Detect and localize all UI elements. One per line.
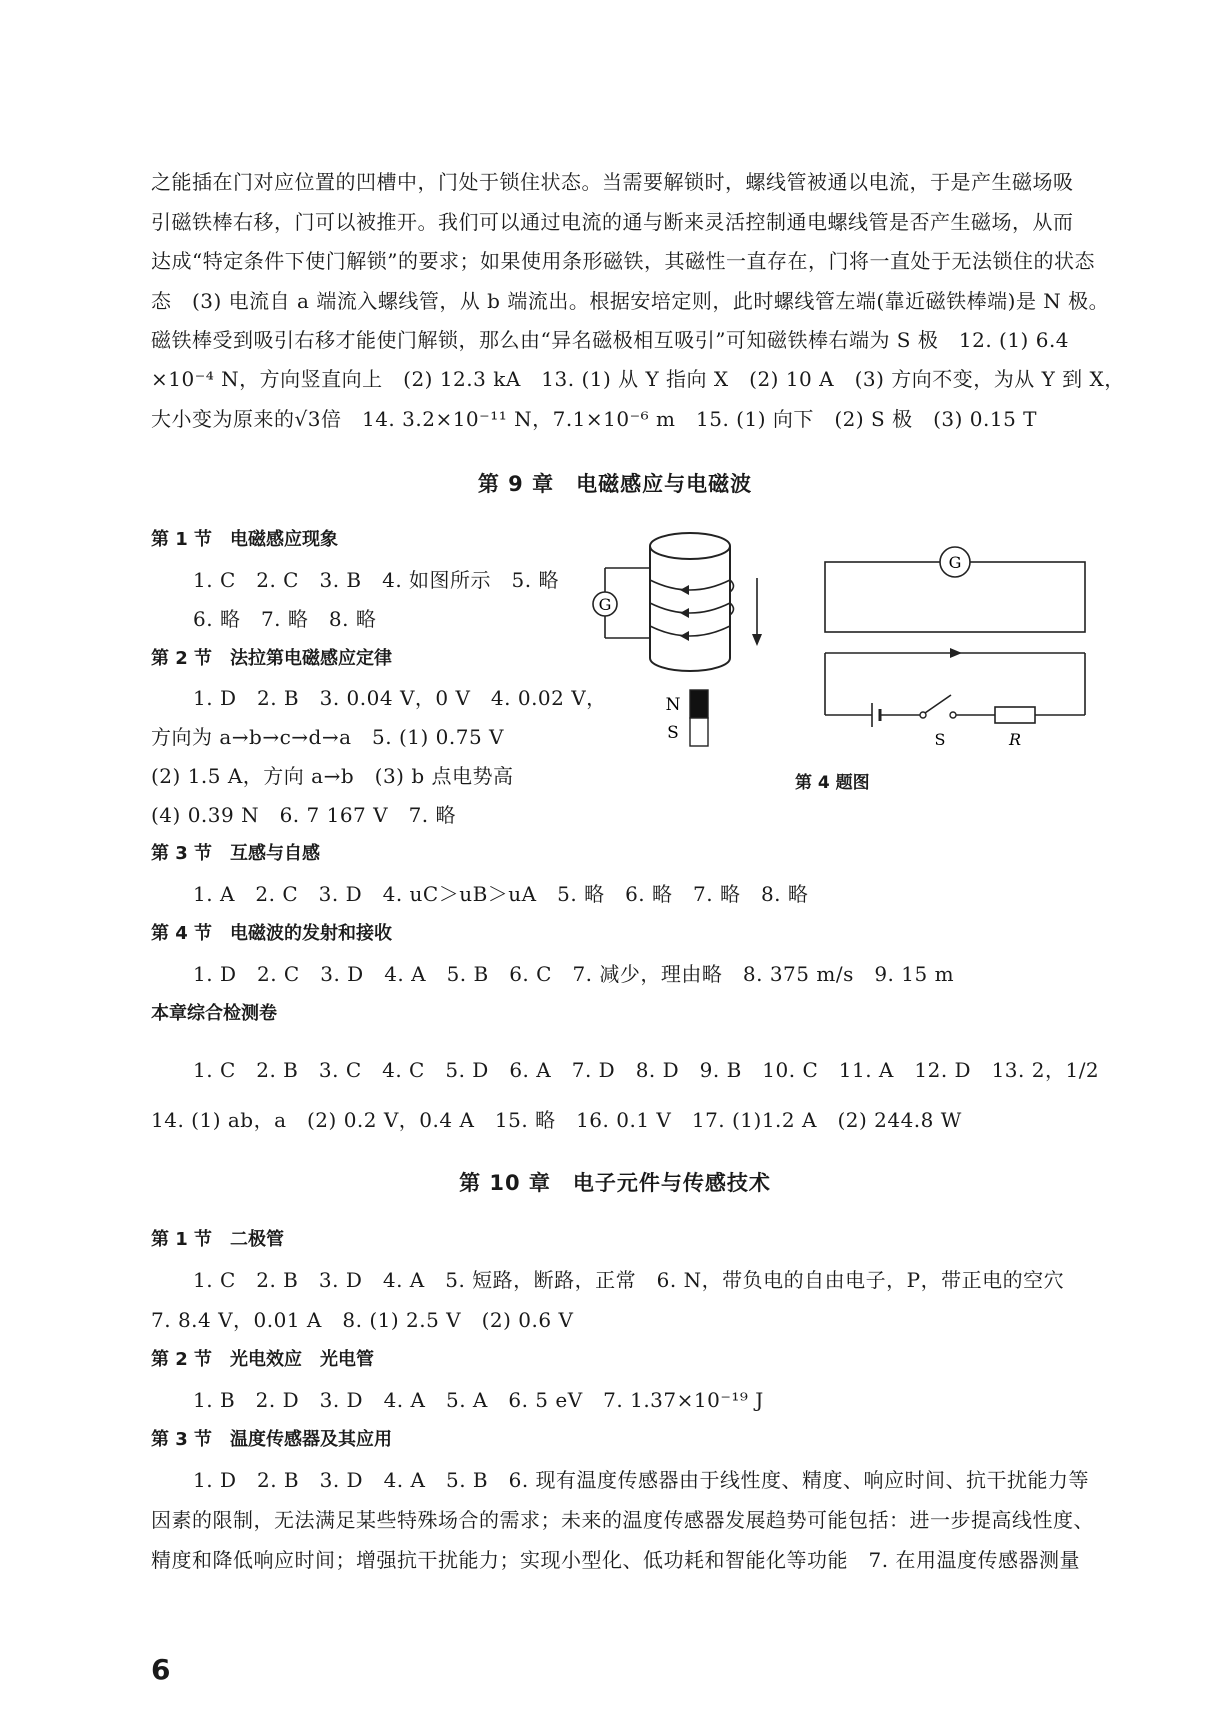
intro-line-6: ×10⁻⁴ N，方向竖直向上 (2) 12.3 kA 13. (1) 从 Y 指向 X (2) 10 A (3) 方向不变，为从 Y 到 X，	[151, 367, 1125, 391]
figure-caption: 第 4 题图	[795, 773, 870, 793]
ch10-s1-line-1: 1. C 2. B 3. D 4. A 5. 短路，断路，正常 6. N，带负电的自由电子，P，带正电的空穴	[193, 1268, 1065, 1292]
intro-line-5: 磁铁棒受到吸引右移才能使门解锁，那么由“异名磁极相互吸引”可知磁铁棒右端为 S 极 12. (1) 6.4	[151, 328, 1070, 352]
intro-line-2: 引磁铁棒右移，门可以被推开。我们可以通过电流的通与断来灵活控制通电螺线管是否产生磁场，从而	[151, 210, 1074, 234]
ch9-review-line-1: 1. C 2. B 3. C 4. C 5. D 6. A 7. D 8. D 9. B 10. C 11. A 12. D 13. 2，1/2	[193, 1058, 1100, 1082]
ch10-section-1-title: 第 1 节 二极管	[151, 1229, 285, 1250]
intro-line-4: 态 (3) 电流自 a 端流入螺线管，从 b 端流出。根据安培定则，此时螺线管左端(靠近磁铁棒端)是 N 极。	[151, 289, 1110, 313]
ch10-s1-line-2: 7. 8.4 V，0.01 A 8. (1) 2.5 V (2) 0.6 V	[151, 1308, 574, 1332]
ch10-s2-line-1: 1. B 2. D 3. D 4. A 5. A 6. 5 eV 7. 1.37×10⁻¹⁹ J	[193, 1388, 764, 1412]
ch9-s2-line-3: (2) 1.5 A，方向 a→b (3) b 点电势高	[151, 764, 514, 788]
ch9-s4-line-1: 1. D 2. C 3. D 4. A 5. B 6. C 7. 减少，理由略 8. 375 m/s 9. 15 m	[193, 962, 955, 986]
ch9-section-1-title: 第 1 节 电磁感应现象	[151, 529, 339, 550]
ch10-s3-line-3: 精度和降低响应时间；增强抗干扰能力；实现小型化、低功耗和智能化等功能 7. 在用温度传感器测量	[151, 1548, 1080, 1572]
ch10-section-2-title: 第 2 节 光电效应 光电管	[151, 1349, 375, 1370]
chapter-10-title: 第 10 章 电子元件与传感技术	[459, 1171, 771, 1195]
ch9-s2-line-4: (4) 0.39 N 6. 7 167 V 7. 略	[151, 803, 457, 827]
ch9-s1-line-1: 1. C 2. C 3. B 4. 如图所示 5. 略	[193, 568, 559, 592]
ch9-section-4-title: 第 4 节 电磁波的发射和接收	[151, 923, 393, 944]
ch10-section-3-title: 第 3 节 温度传感器及其应用	[151, 1429, 393, 1450]
chapter-9-title: 第 9 章 电磁感应与电磁波	[477, 472, 753, 496]
intro-line-7: 大小变为原来的√3倍 14. 3.2×10⁻¹¹ N，7.1×10⁻⁶ m 15. (1) 向下 (2) S 极 (3) 0.15 T	[151, 407, 1038, 431]
magnet-n-label: N	[665, 695, 681, 715]
intro-line-3: 达成“特定条件下使门解锁”的要求；如果使用条形磁铁，其磁性一直存在，门将一直处于无法锁住的状态	[151, 249, 1095, 273]
page-number: 6	[151, 1653, 171, 1686]
galvanometer-label: G	[598, 595, 612, 614]
ch9-s2-line-2: 方向为 a→b→c→d→a 5. (1) 0.75 V	[151, 725, 505, 749]
ch10-s3-line-1: 1. D 2. B 3. D 4. A 5. B 6. 现有温度传感器由于线性度、精度、响应时间、抗干扰能力等	[193, 1468, 1090, 1492]
circuit-figure	[815, 535, 1095, 755]
magnet-s-label: S	[667, 723, 679, 743]
circuit-galvanometer-label: G	[948, 553, 962, 572]
intro-line-1: 之能插在门对应位置的凹槽中，门处于锁住状态。当需要解锁时，螺线管被通以电流，于是产生磁场吸	[151, 170, 1074, 194]
ch9-section-2-title: 第 2 节 法拉第电磁感应定律	[151, 648, 393, 669]
ch9-s2-line-1: 1. D 2. B 3. 0.04 V，0 V 4. 0.02 V，	[193, 686, 607, 710]
switch-label: S	[934, 730, 946, 749]
ch10-s3-line-2: 因素的限制，无法满足某些特殊场合的需求；未来的温度传感器发展趋势可能包括：进一步提高线性度、	[151, 1508, 1094, 1532]
coil-figure	[585, 528, 785, 753]
ch9-s3-line-1: 1. A 2. C 3. D 4. uC＞uB＞uA 5. 略 6. 略 7. 略 8. 略	[193, 882, 809, 906]
ch9-review-title: 本章综合检测卷	[151, 1003, 277, 1024]
ch9-s1-line-2: 6. 略 7. 略 8. 略	[193, 607, 377, 631]
ch9-section-3-title: 第 3 节 互感与自感	[151, 843, 321, 864]
resistor-label: R	[1008, 730, 1022, 749]
ch9-review-line-2: 14. (1) ab，a (2) 0.2 V，0.4 A 15. 略 16. 0.1 V 17. (1)1.2 A (2) 244.8 W	[151, 1108, 962, 1132]
